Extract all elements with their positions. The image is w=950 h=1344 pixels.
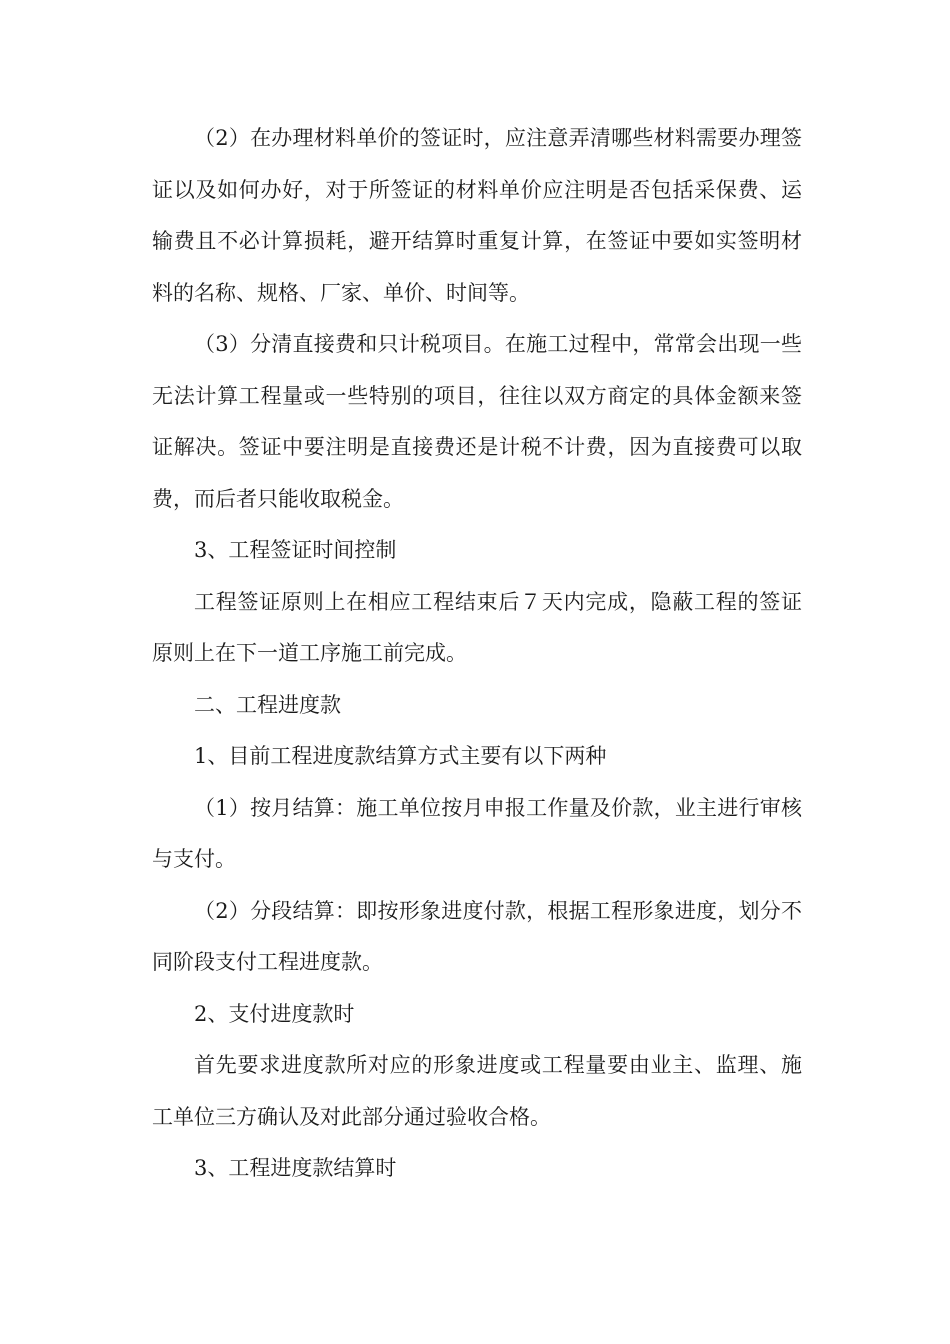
- heading-progress-settlement: 3、工程进度款结算时: [194, 1156, 397, 1180]
- heading-paying-progress: 2、支付进度款时: [194, 1001, 355, 1026]
- heading-settlement-methods: 1、目前工程进度款结算方式主要有以下两种: [194, 744, 607, 768]
- heading-progress-payment: 二、工程进度款: [194, 692, 341, 717]
- paragraph-three-party-confirmation: 首先要求进度款所对应的形象进度或工程量要由业主、监理、施工单位三方确认及对此部分通过验收合格。: [152, 1053, 802, 1129]
- paragraph-visa-deadline: 工程签证原则上在相应工程结束后７天内完成，隐蔽工程的签证原则上在下一道工序施工前完成。: [152, 589, 802, 665]
- document-body: [152, 113, 802, 1195]
- paragraph-monthly-settlement: （1）按月结算：施工单位按月申报工作量及价款，业主进行审核与支付。: [152, 795, 802, 871]
- paragraph-stage-settlement: （2）分段结算：即按形象进度付款，根据工程形象进度，划分不同阶段支付工程进度款。: [152, 898, 802, 974]
- heading-visa-time-control: 3、工程签证时间控制: [194, 538, 397, 562]
- paragraph-direct-cost-tax: （3）分清直接费和只计税项目。在施工过程中，常常会出现一些无法计算工程量或一些特别的项目，往往以双方商定的具体金额来签证解决。签证中要注明是直接费还是计税不计费，因为直接费可以取费，而后者只能收取税金。: [152, 332, 802, 511]
- paragraph-material-price-visa: （2）在办理材料单价的签证时，应注意弄清哪些材料需要办理签证以及如何办好，对于所签证的材料单价应注明是否包括采保费、运输费且不必计算损耗，避开结算时重复计算，在签证中要如实签明材料的名称、规格、厂家、单价、时间等。: [152, 126, 802, 305]
